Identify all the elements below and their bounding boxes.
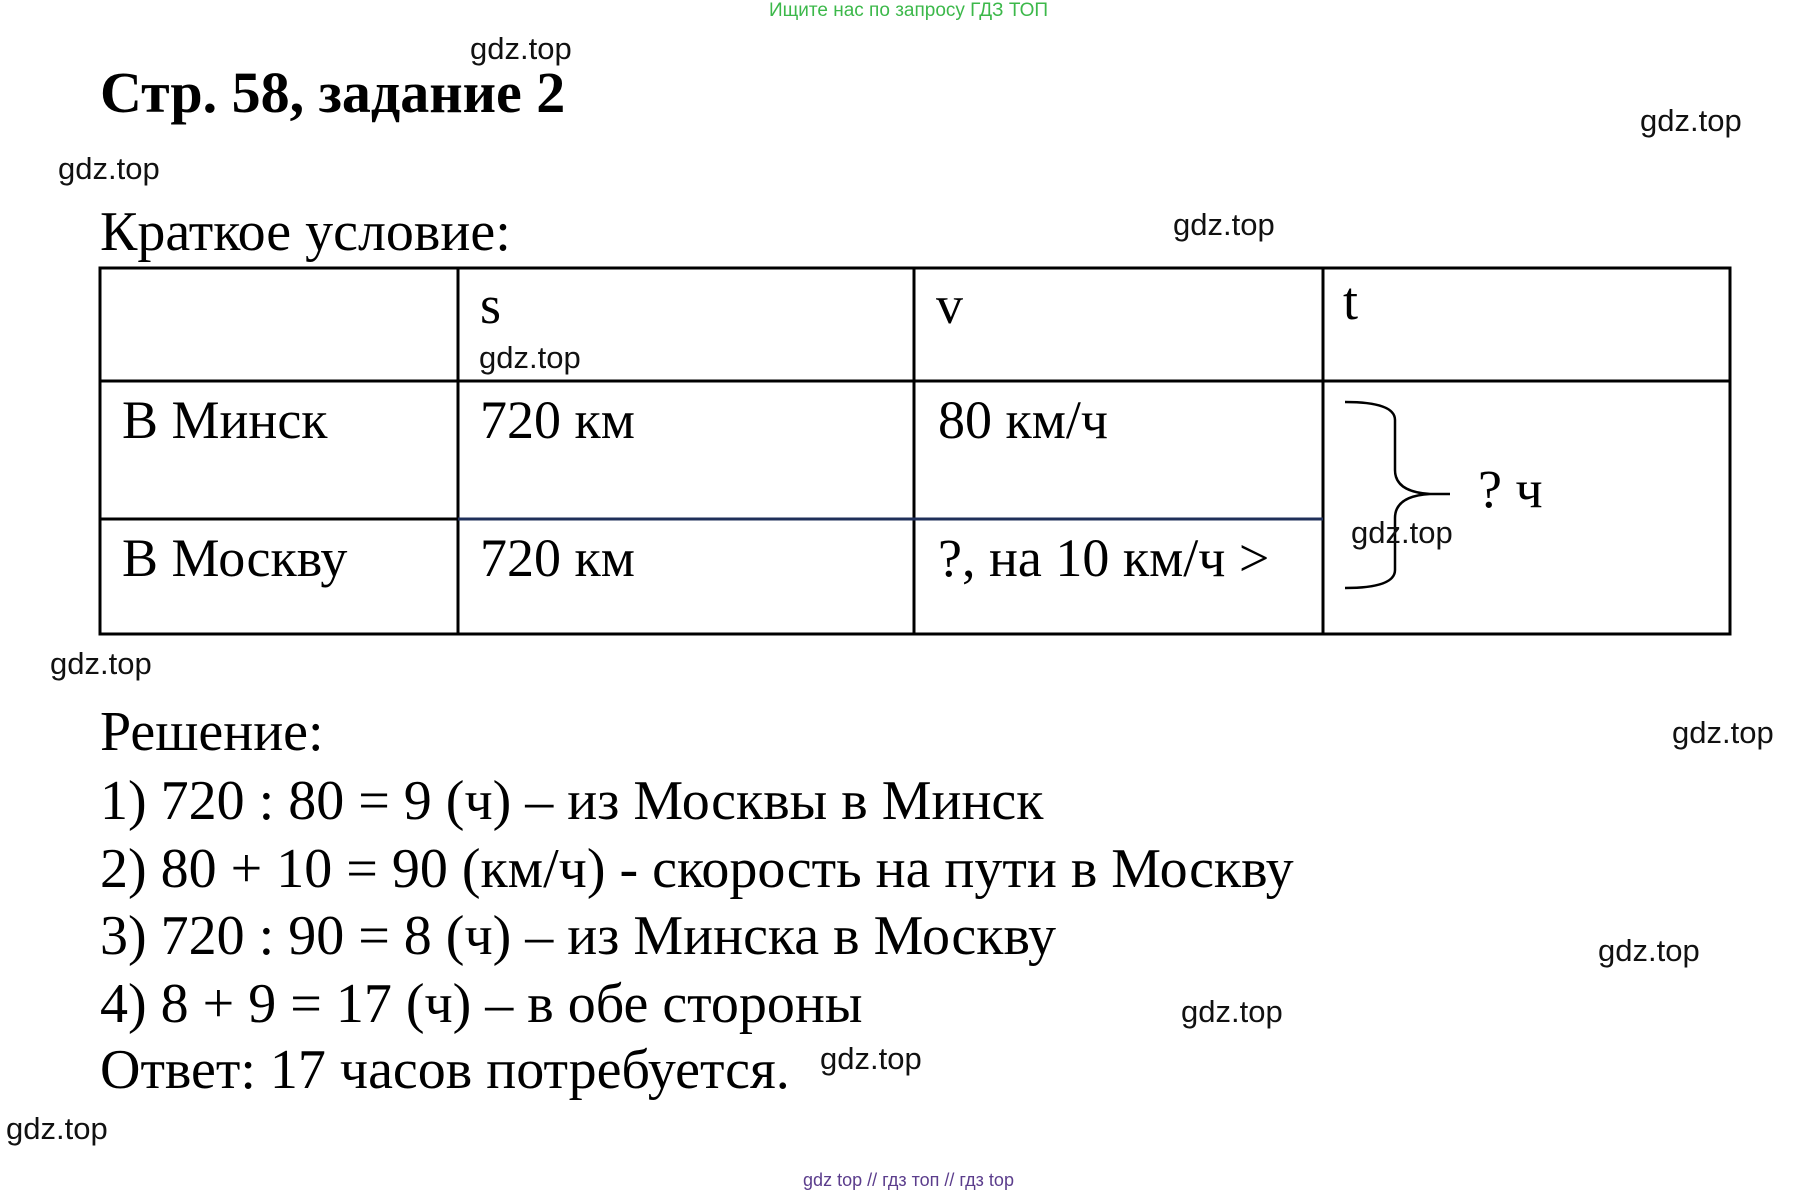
- row-minsk-v: 80 км/ч: [938, 390, 1109, 450]
- row-moscow-label: В Москву: [122, 528, 348, 588]
- watermark: gdz.top: [1181, 994, 1283, 1029]
- watermark: gdz.top: [6, 1111, 108, 1146]
- watermark: gdz.top: [1351, 515, 1453, 550]
- watermark: gdz.top: [820, 1041, 922, 1076]
- header-t: t: [1343, 271, 1359, 331]
- page-title: Стр. 58, задание 2: [100, 60, 566, 125]
- bottom-banner: gdz top // гдз топ // гдз top: [803, 1170, 1014, 1190]
- row-minsk-label: В Минск: [122, 390, 328, 450]
- watermark: gdz.top: [1672, 715, 1774, 750]
- row-moscow-v: ?, на 10 км/ч >: [938, 528, 1270, 588]
- t-total: ? ч: [1478, 459, 1543, 519]
- step-2: 2) 80 + 10 = 90 (км/ч) - скорость на пути в Москву: [100, 838, 1294, 900]
- condition-label: Краткое условие:: [100, 201, 511, 263]
- watermark: gdz.top: [470, 31, 572, 66]
- watermark: gdz.top: [58, 151, 160, 186]
- header-v: v: [936, 275, 963, 335]
- row-moscow-s: 720 км: [480, 528, 635, 588]
- row-minsk-s: 720 км: [480, 390, 635, 450]
- step-1: 1) 720 : 80 = 9 (ч) – из Москвы в Минск: [100, 770, 1044, 832]
- watermark: gdz.top: [50, 646, 152, 681]
- watermark: gdz.top: [479, 340, 581, 375]
- watermark: gdz.top: [1598, 933, 1700, 968]
- brace-icon: [1345, 402, 1430, 588]
- answer: Ответ: 17 часов потребуется.: [100, 1039, 790, 1101]
- step-3: 3) 720 : 90 = 8 (ч) – из Минска в Москву: [100, 905, 1056, 967]
- watermark: gdz.top: [1640, 103, 1742, 138]
- top-banner: Ищите нас по запросу ГДЗ ТОП: [768, 0, 1049, 21]
- watermark: gdz.top: [1173, 207, 1275, 242]
- step-4: 4) 8 + 9 = 17 (ч) – в обе стороны: [100, 973, 863, 1035]
- solution-label: Решение:: [100, 701, 324, 763]
- header-s: s: [480, 275, 502, 335]
